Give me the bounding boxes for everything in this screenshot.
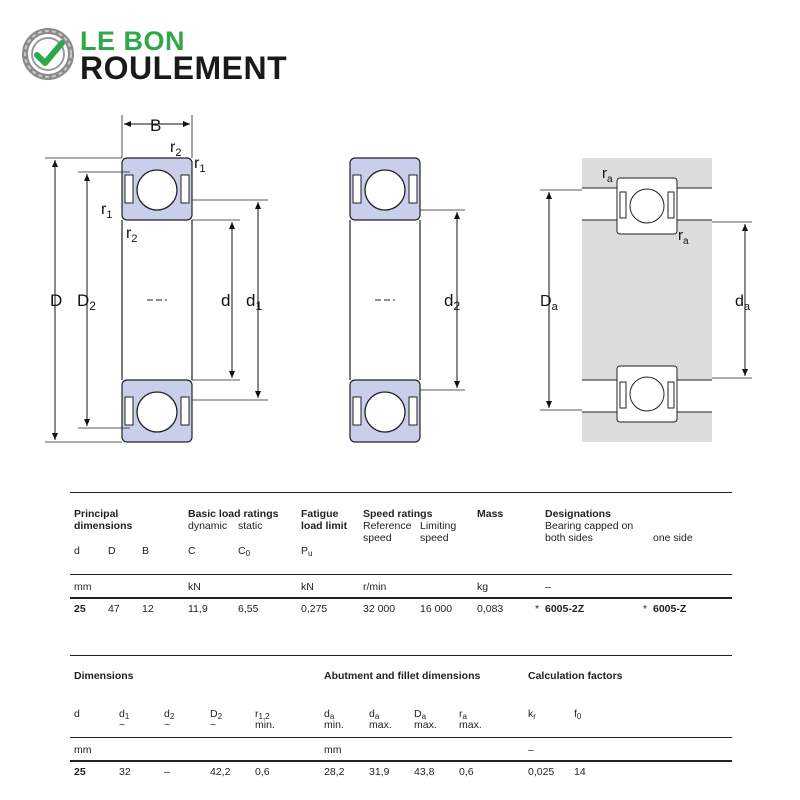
t1-unit-kN2: kN — [301, 581, 314, 593]
t1-head-load-limit: load limit — [301, 520, 348, 532]
brand-name-line2: ROULEMENT — [80, 50, 288, 86]
t2-val-d2: – — [164, 766, 170, 778]
t1-val-d: 25 — [74, 603, 86, 615]
t1-unit-dash: – — [545, 581, 551, 593]
t2-unit-mm2: mm — [324, 744, 342, 756]
t1-head-limiting: Limiting — [420, 520, 457, 532]
t1-sym-Pu: $P_u$ — [301, 545, 313, 558]
t2-val-ra-max: 0,6 — [459, 766, 474, 778]
t1-sym-D: D — [108, 545, 116, 557]
t2-head-dimensions: Dimensions — [74, 670, 134, 682]
t1-head-fatigue: Fatigue — [301, 508, 339, 520]
table2-data-rule — [70, 760, 732, 762]
t2-val-r12: 0,6 — [255, 766, 270, 778]
table2-mid-rule — [70, 737, 732, 738]
t1-head-principal: Principal — [74, 508, 119, 520]
bearing-section-view — [45, 115, 268, 442]
t2-val-f0: 14 — [574, 766, 586, 778]
t1-val-mass: 0,083 — [477, 603, 504, 615]
t1-head-static: static — [238, 520, 263, 532]
svg-text:ra: $r_a$ — [678, 227, 689, 247]
svg-text:Da: $D_a$ — [540, 293, 558, 313]
t2-val-D2: 42,2 — [210, 766, 231, 778]
t2-sym-d1: $d_1$ — [119, 708, 130, 721]
t1-sym-d: d — [74, 545, 80, 557]
t2-head-abutment: Abutment and fillet dimensions — [324, 670, 481, 682]
svg-text:d1: $d_1$ — [246, 291, 263, 313]
t1-head-designations: Designations — [545, 508, 611, 520]
label-D: D — [50, 291, 63, 310]
t1-val-C: 11,9 — [188, 603, 208, 615]
t1-star-both: * — [535, 603, 540, 615]
t2-unit-mm1: mm — [74, 744, 92, 756]
svg-text:da: $d_a$ — [735, 293, 751, 313]
t1-designation-both[interactable]: 6005-2Z — [545, 603, 585, 615]
table2-top-rule — [70, 655, 732, 656]
t1-star-one: * — [643, 603, 648, 615]
t2-val-da-max: 31,9 — [369, 766, 390, 778]
t2-min-r12: min. — [255, 719, 275, 731]
t1-head-both-sides: both sides — [545, 532, 593, 544]
t1-head-basic-load: Basic load ratings — [188, 508, 279, 520]
t1-head-dynamic: dynamic — [188, 520, 228, 532]
t2-max-ra: max. — [459, 719, 482, 731]
t2-sym-d2: $d_2$ — [164, 708, 175, 721]
table1-top-rule — [70, 492, 732, 493]
t2-max-da: max. — [369, 719, 392, 731]
bearing-section-view-2 — [350, 158, 465, 442]
t2-max-Da: max. — [414, 719, 437, 731]
t2-val-da-min: 28,2 — [324, 766, 345, 778]
t1-sym-B: B — [142, 545, 150, 557]
table1-data-rule — [70, 597, 732, 599]
t2-tilde-d1: ~ — [119, 719, 126, 731]
t2-sym-d: d — [74, 708, 80, 720]
t1-head-one-side: one side — [653, 532, 693, 544]
t2-sym-r12: $r_{1,2}$ — [255, 708, 270, 721]
t2-sym-D2: $D_2$ — [210, 708, 223, 721]
t1-sym-C0: $C_0$ — [238, 545, 251, 558]
t2-unit-dash: – — [528, 744, 534, 756]
svg-text:r1: $r_1$ — [101, 201, 113, 221]
svg-text:D2: $D_2$ — [77, 291, 96, 313]
bearing-mounting-view — [540, 158, 752, 442]
t1-unit-kg: kg — [477, 581, 489, 593]
t2-sym-kr: $k_r$ — [528, 708, 536, 721]
t1-val-ref-speed: 32 000 — [363, 603, 396, 615]
t2-tilde-d2: ~ — [164, 719, 171, 731]
t1-unit-kN1: kN — [188, 581, 201, 593]
t2-sym-da-min: $d_a$ — [324, 708, 335, 721]
t1-head-mass: Mass — [477, 508, 504, 520]
t2-tilde-D2: ~ — [210, 719, 217, 731]
svg-text:r2: $r_2$ — [170, 139, 182, 159]
t1-val-D: 47 — [108, 603, 120, 615]
t2-val-d: 25 — [74, 766, 86, 778]
t1-unit-rmin: r/min — [363, 581, 387, 593]
t1-val-B: 12 — [142, 603, 154, 615]
t1-head-speed2: speed — [420, 532, 449, 544]
t1-val-lim-speed: 16 000 — [420, 603, 453, 615]
t2-sym-ra: $r_a$ — [459, 708, 467, 721]
svg-text:r2: $r_2$ — [126, 225, 138, 245]
t1-head-reference: Reference — [363, 520, 412, 532]
t2-sym-da-max: $d_a$ — [369, 708, 380, 721]
t2-min-da: min. — [324, 719, 344, 731]
svg-text:d2: $d_2$ — [444, 291, 461, 313]
t2-val-kr: 0,025 — [528, 766, 555, 778]
t1-sym-C: C — [188, 545, 196, 557]
t1-head-capped: Bearing capped on — [545, 520, 634, 532]
t2-sym-f0: $f_0$ — [574, 708, 582, 721]
svg-text:r1: $r_1$ — [194, 155, 206, 175]
t1-head-speed1: speed — [363, 532, 392, 544]
t1-designation-one[interactable]: 6005-Z — [653, 603, 687, 615]
table1-mid-rule — [70, 574, 732, 575]
t1-head-dimensions: dimensions — [74, 520, 133, 532]
t1-val-C0: 6,55 — [238, 603, 259, 615]
label-B: B — [150, 116, 162, 135]
label-d: d — [221, 291, 231, 310]
t2-val-Da-max: 43,8 — [414, 766, 435, 778]
t1-val-Pu: 0,275 — [301, 603, 328, 615]
svg-text:ra: $r_a$ — [602, 165, 613, 185]
t1-head-speed-ratings: Speed ratings — [363, 508, 433, 520]
t2-val-d1: 32 — [119, 766, 131, 778]
brand-name-line1: LE BON — [80, 26, 186, 56]
t1-unit-mm: mm — [74, 581, 92, 593]
t2-head-calc: Calculation factors — [528, 670, 623, 682]
t2-sym-Da: $D_a$ — [414, 708, 427, 721]
